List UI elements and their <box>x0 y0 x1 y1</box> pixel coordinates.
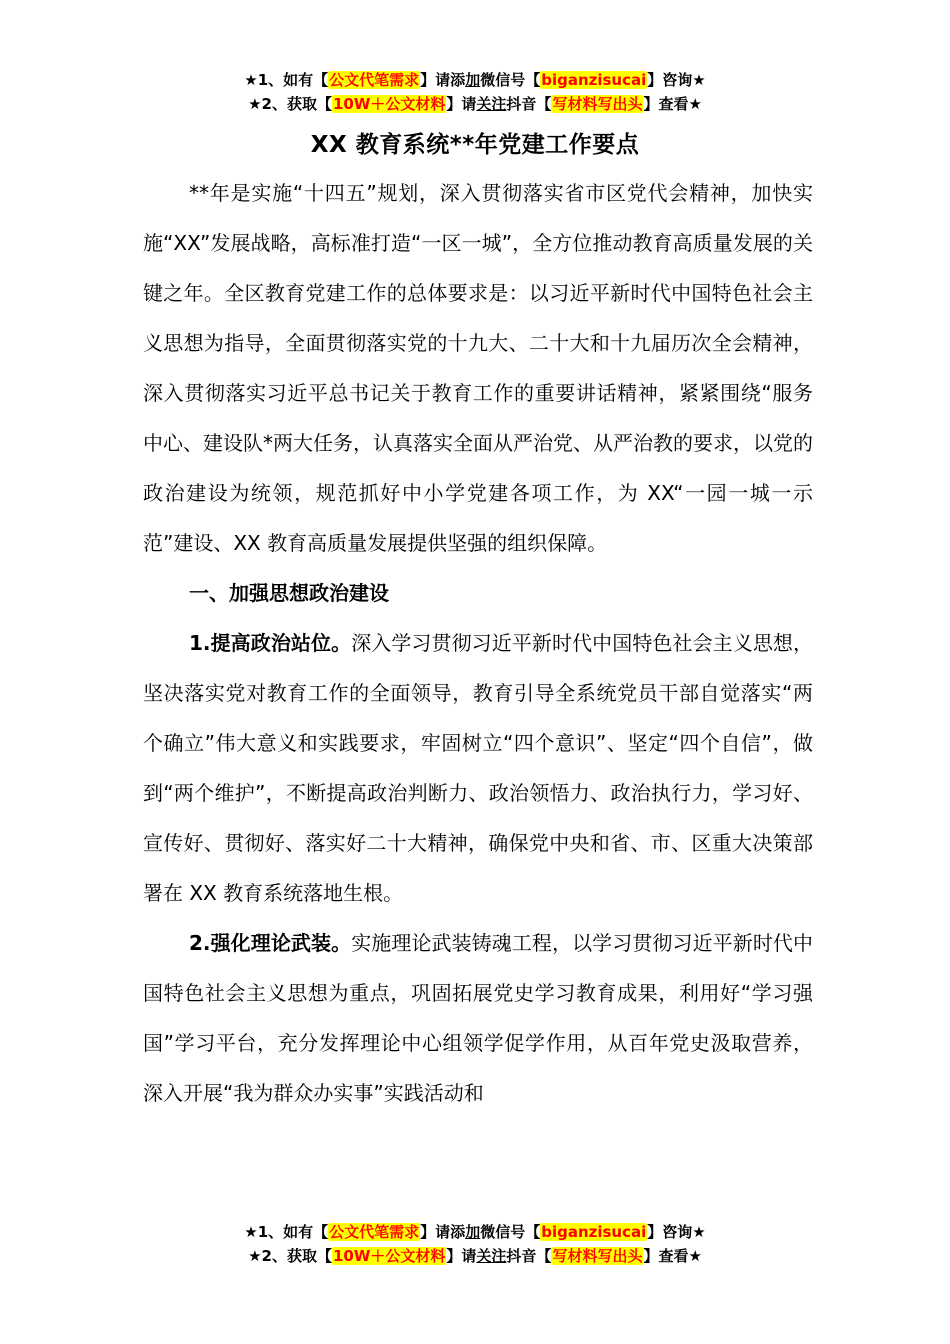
highlight-wechat-id: biganzisucai <box>541 71 647 89</box>
promo-banner-top <box>0 68 950 116</box>
document-body <box>143 168 813 1118</box>
document-title: XX 教育系统**年党建工作要点 <box>310 132 640 158</box>
section-heading: 一、加强思想政治建设 <box>189 581 389 605</box>
item-2-lead: 2.强化理论武装。 <box>189 931 352 955</box>
highlight-douyin: 写材料写出头 <box>552 95 643 113</box>
item-2-paragraph <box>143 918 813 1118</box>
promo-line-1: ★1、如有【公文代笔需求】请添加微信号【biganzisucai】咨询★ <box>244 71 706 89</box>
promo-line-1: ★1、如有【公文代笔需求】请添加微信号【biganzisucai】咨询★ <box>244 1223 706 1241</box>
promo-line-2: ★2、获取【10W＋公文材料】请关注抖音【写材料写出头】查看★ <box>248 1247 702 1265</box>
item-1-paragraph <box>143 618 813 918</box>
promo-banner-bottom <box>0 1220 950 1268</box>
highlight-douyin: 写材料写出头 <box>552 1247 643 1265</box>
highlight-materials: 10W＋公文材料 <box>332 95 446 113</box>
highlight-wechat-id: biganzisucai <box>541 1223 647 1241</box>
promo-line-2: ★2、获取【10W＋公文材料】请关注抖音【写材料写出头】查看★ <box>248 95 702 113</box>
item-2-text: 实施理论武装铸魂工程，以学习贯彻习近平新时代中国特色社会主义思想为重点，巩固拓展党史学习教育成果，利用好“学习强国”学习平台，充分发挥理论中心组领学促学作用，从百年党史汲取营养，深入开展“我为群众办实事”实践活动和 <box>143 931 814 1105</box>
item-1-text: 深入学习贯彻习近平新时代中国特色社会主义思想，坚决落实党对教育工作的全面领导，教育引导全系统党员干部自觉落实“两个确立”伟大意义和实践要求，牢固树立“四个意识”、坚定“四个自信”，做到“两个维护”，不断提高政治判断力、政治领悟力、政治执行力，学习好、宣传好、贯彻好、落实好二十大精神，确保党中央和省、市、区重大决策部署在 XX 教育系统落地生根。 <box>143 631 814 905</box>
highlight-service: 公文代笔需求 <box>329 71 420 89</box>
highlight-service: 公文代笔需求 <box>329 1223 420 1241</box>
intro-paragraph: **年是实施“十四五”规划，深入贯彻落实省市区党代会精神，加快实施“XX”发展战略，高标准打造“一区一城”，全方位推动教育高质量发展的关键之年。全区教育党建工作的总体要求是：以习近平新时代中国特色社会主义思想为指导，全面贯彻落实党的十九大、二十大和十九届历次全会精神，深入贯彻落实习近平总书记关于教育工作的重要讲话精神，紧紧围绕“服务中心、建设队*两大任务，认真落实全面从严治党、从严治教的要求，以党的政治建设为统领，规范抓好中小学党建各项工作，为 XX“一园一城一示范”建设、XX 教育高质量发展提供坚强的组织保障。 <box>143 181 813 555</box>
item-1-lead: 1.提高政治站位。 <box>189 631 352 655</box>
highlight-materials: 10W＋公文材料 <box>332 1247 446 1265</box>
